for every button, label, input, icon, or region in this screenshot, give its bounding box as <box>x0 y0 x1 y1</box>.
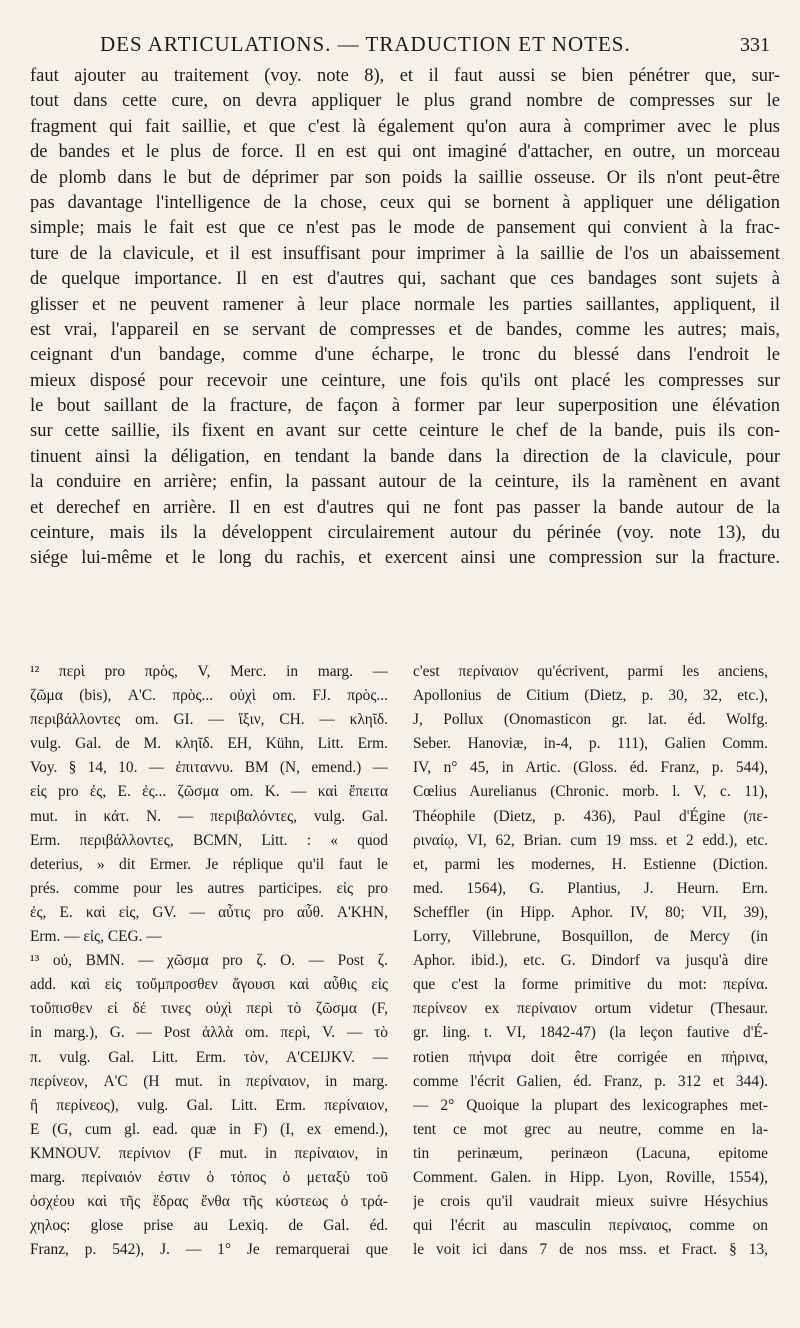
running-title: DES ARTICULATIONS. — TRADUCTION ET NOTES. <box>100 32 631 56</box>
footnote-line: qui l'écrit au masculin περίναιος, comme on <box>413 1217 768 1235</box>
footnote-line: marg. περίναιόν ἐστιν ὁ τόπος ὁ μεταξὺ τοῦ <box>30 1168 388 1186</box>
text-line: le bout saillant de la fracture, de façon à former par leur superposition une élévation <box>30 396 780 417</box>
footnote-line: E (G, cum gl. ead. quæ in F) (I, ex emend.), <box>30 1120 388 1138</box>
footnote-line: tent ce mot grec au neutre, comme en la- <box>413 1120 768 1138</box>
footnote-line: J, Pollux (Onomasticon gr. lat. éd. Wolfg. <box>413 711 768 729</box>
text-line: la conduire en arrière; enfin, la passant autour de la ceinture, ils la ramènent en avant <box>30 472 780 493</box>
footnote-line: περίνεον ex περίναιον ortum videtur (Thesaur. <box>413 1000 768 1018</box>
footnote-line: Théophile (Dietz, p. 436), Paul d'Égine (πε- <box>413 807 768 825</box>
footnote-line: εἰς pro ἐς, E. ἐς... ζῶσμα om. K. — καὶ ἔπειτα <box>30 783 388 801</box>
text-line: est vrai, l'appareil en se servant de compresses et de bandes, comme les autres; mais, <box>30 319 780 340</box>
footnote-line: gr. ling. t. VI, 1842-47) (la leçon fautive d'É- <box>413 1024 768 1042</box>
footnote-line: Scheffler (in Hipp. Aphor. IV, 80; VII, 39), <box>413 903 768 921</box>
footnote-line: prés. comme pour les autres participes. εἰς pro <box>30 879 388 897</box>
footnote-line: ¹² περὶ pro πρὸς, V, Merc. in marg. — <box>30 663 388 680</box>
footnote-line: περίνεον, A'C (H mut. in περίναιον, in marg. <box>30 1072 388 1090</box>
footnote-line: KMNOUV. περίνιον (F mut. in περίναιον, in <box>30 1144 388 1162</box>
footnote-line: deterius, » dit Ermer. Je réplique qu'il faut le <box>30 855 388 873</box>
text-line: de bandes et le plus de force. Il en est qui ont imaginé d'attacher, en outre, un morceau <box>30 142 780 163</box>
footnote-line: tin perinæum, perinæon (Lacuna, epitome <box>413 1144 768 1162</box>
footnote-line: Franz, p. 542), J. — 1° Je remarquerai que <box>30 1241 388 1259</box>
page-number: 331 <box>740 34 770 56</box>
footnote-line: que c'est la forme primitive du mot: περίνα. <box>413 976 768 994</box>
footnote-line: Comment. Galen. in Hipp. Lyon, Roville, 1554), <box>413 1168 768 1186</box>
footnote-line: ὀσχέου καὶ τῆς ἕδρας ἔνθα τῆς κύστεως ὁ τρά- <box>30 1193 388 1211</box>
footnote-line: add. καὶ εἰς τοὔμπροσθεν ἄγουσι καὶ αὖθις εἰς <box>30 976 388 994</box>
footnote-line: Erm. περιβάλλοντες, BCMN, Litt. : « quod <box>30 831 388 849</box>
footnote-line: mut. in κάτ. N. — περιβαλόντες, vulg. Gal. <box>30 807 388 825</box>
footnote-line: Apollonius de Citium (Dietz, p. 30, 32, etc.), <box>413 687 768 705</box>
footnote-line: vulg. Gal. de M. κληῖδ. EH, Kühn, Litt. Erm. <box>30 735 388 753</box>
footnote-line: comme l'écrit Galien, éd. Franz, p. 312 et 344). <box>413 1072 768 1090</box>
footnote-line: — 2° Quoique la plupart des lexicographes met- <box>413 1096 768 1114</box>
footnote-line: je crois qu'il vaudrait mieux suivre Hésychius <box>413 1193 768 1211</box>
footnote-line: Voy. § 14, 10. — ἐπιταννυ. BM (N, emend.) — <box>30 759 388 777</box>
text-line: faut ajouter au traitement (voy. note 8), et il faut aussi se bien pénétrer que, sur- <box>30 66 780 86</box>
footnote-line: Erm. — εἰς, CEG. — <box>30 928 162 946</box>
text-line: mieux disposé pour recevoir une ceinture, une fois qu'ils ont placé les compresses sur <box>30 370 780 391</box>
footnote-line: ¹³ οὐ, BMN. — χῶσμα pro ζ. O. — Post ζ. <box>30 952 388 970</box>
footnote-line: χηλος: glose prise au Lexiq. de Gal. éd. <box>30 1217 388 1235</box>
text-line: tinuent ainsi la déligation, en tendant la bande dans la direction de la clavicule, pour <box>30 446 780 467</box>
footnote-line: c'est περίναιον qu'écrivent, parmi les anciens, <box>413 663 768 680</box>
text-line: ceinture, mais ils la développent circulairement autour du périnée (voy. note 13), du <box>30 523 780 544</box>
footnote-line: τοὔπισθεν εἰ δέ τινες οὐχὶ περὶ τὸ ζῶσμα (F, <box>30 1000 388 1018</box>
footnote-line: Lorry, Villebrune, Bosquillon, de Mercy (in <box>413 928 768 946</box>
footnote-line: Aphor. ibid.), etc. G. Dindorf va jusqu'à dire <box>413 952 768 970</box>
footnotes-right-column <box>413 660 768 1262</box>
footnote-line: IV, n° 45, in Artic. (Gloss. éd. Franz, p. 544), <box>413 759 768 777</box>
footnote-line: ζῶμα (bis), A'C. πρὸς... οὐχὶ om. FJ. πρὸς... <box>30 687 388 705</box>
text-line: ceignant d'un bandage, comme d'une écharpe, le tronc du blessé dans l'endroit le <box>30 345 780 366</box>
footnote-line: rotien πήνιρα doit être corrigée en πήρινα, <box>413 1048 768 1066</box>
text-line: simple; mais le fait est que ce n'est pas le mode de pansement qui convient à la frac- <box>30 218 780 239</box>
text-line: de quelque importance. Il en est d'autres qui, sachant que ces bandages sont sujets à <box>30 269 780 290</box>
text-line: sur cette saillie, ils fixent en avant sur cette ceinture le chef de la bande, puis ils con- <box>30 421 780 442</box>
text-line: pas davantage l'intelligence de la chose, ceux qui se bornent à appliquer une déligation <box>30 192 780 213</box>
text-line: tout dans cette cure, on devra appliquer le plus grand nombre de compresses sur le <box>30 91 780 112</box>
footnote-line: in marg.), G. — Post ἀλλὰ om. περὶ, V. — τὸ <box>30 1024 388 1042</box>
footnote-line: π. vulg. Gal. Litt. Erm. τὸν, A'CEIJKV. — <box>30 1048 388 1066</box>
footnote-line: le voit ici dans 7 de nos mss. et Fract. § 13, <box>413 1241 768 1259</box>
footnote-line: ἢ περίνεος), vulg. Gal. Litt. Erm. περίναιον, <box>30 1096 388 1114</box>
main-text <box>30 64 780 572</box>
footnote-line: med. 1564), G. Plantius, J. Heurn. Ern. <box>413 879 768 897</box>
text-line: et derechef en arrière. Il en est d'autres qui ne font pas passer la bande autour de la <box>30 497 780 518</box>
footnote-line: ριναίῳ, VI, 62, Brian. cum 19 mss. et 2 edd.), etc. <box>413 831 768 849</box>
text-line: de plomb dans le but de déprimer par son poids la saillie osseuse. Or ils n'ont peut-être <box>30 167 780 188</box>
text-line: siége lui-même et le long du rachis, et exercent ainsi une compression sur la fracture. <box>30 548 780 569</box>
footnote-line: et, parmi les modernes, H. Estienne (Diction. <box>413 855 768 873</box>
footnote-line: περιβάλλοντες om. GI. — ἴξιν, CH. — κληῖδ. <box>30 711 388 729</box>
footnote-line: Cœlius Aurelianus (Chronic. morb. l. V, c. 11), <box>413 783 768 801</box>
running-header <box>0 30 800 60</box>
text-line: ture de la clavicule, et il est insuffisant pour imprimer à la saillie de l'os un abaissement <box>30 243 780 264</box>
footnote-line: Seber. Hanoviæ, in-4, p. 111), Galien Comm. <box>413 735 768 753</box>
text-line: fragment qui fait saillie, et que c'est là également qu'on aura à comprimer avec le plus <box>30 116 780 137</box>
footnote-line: ἐς, E. καὶ εἰς, GV. — αὖτις pro αὖθ. A'KHN, <box>30 903 388 921</box>
text-line: glisser et ne peuvent ramener à leur place normale les parties saillantes, appliquent, il <box>30 294 780 315</box>
footnotes-left-column <box>30 660 388 1262</box>
